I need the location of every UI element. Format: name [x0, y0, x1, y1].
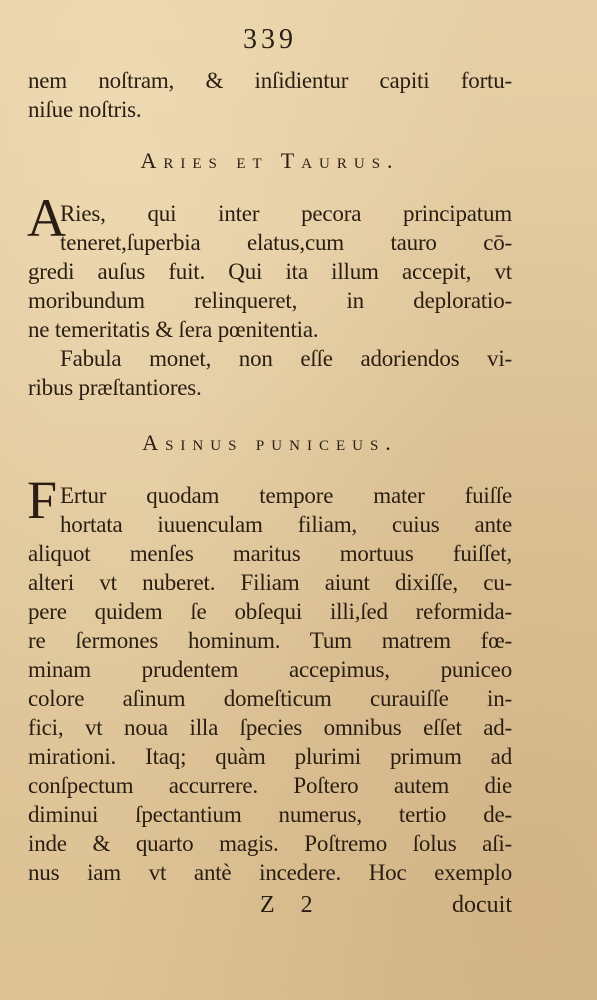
text-line: moribundum relinqueret, in deploratio- — [28, 288, 512, 313]
text-line: nus iam vt antè incedere. Hoc exemplo — [28, 860, 512, 885]
text-line: inde & quarto magis. Poſtremo ſolus aſi- — [28, 831, 512, 856]
continuation-text — [28, 66, 512, 124]
moral-line: Fabula monet, non eſſe adoriendos vi- — [60, 346, 512, 371]
text-line: gredi auſus fuit. Qui ita illum accepit, vt — [28, 259, 512, 284]
text-line: niſue noſtris. — [28, 97, 142, 122]
fable-title-aries-et-taurus: Aries et Taurus. — [140, 148, 400, 173]
text-line: conſpectum accurrere. Poſtero autem die — [28, 773, 512, 798]
text-line: diminui ſpectantium numerus, tertio de- — [28, 802, 512, 827]
fable-asinus-body — [28, 481, 512, 887]
fable-aries-body — [28, 199, 512, 402]
drop-cap-a: A — [27, 188, 66, 248]
text-line: Ries, qui inter pecora principatum — [60, 201, 512, 226]
text-line: pere quidem ſe obſequi illi,ſed reformida- — [28, 599, 512, 624]
text-line: fici, vt noua illa ſpecies omnibus eſſet ad- — [28, 715, 512, 740]
catchword: docuit — [452, 892, 512, 918]
text-line: ne temeritatis & ſera pœnitentia. — [28, 317, 319, 342]
text-line: aliquot menſes maritus mortuus fuiſſet, — [28, 541, 512, 566]
signature-mark: Z 2 — [260, 892, 323, 918]
page-number: 339 — [243, 24, 297, 55]
text-line: nem noſtram, & inſidientur capiti fortu- — [28, 68, 512, 93]
text-line: re ſermones hominum. Tum matrem fœ- — [28, 628, 512, 653]
text-line: alteri vt nuberet. Filiam aiunt dixiſſe, cu- — [28, 570, 512, 595]
text-line: minam prudentem accepimus, puniceo — [28, 657, 512, 682]
fable-title-asinus-puniceus: Asinus puniceus. — [142, 430, 398, 455]
moral-line: ribus præſtantiores. — [28, 375, 202, 400]
text-line: teneret,ſuperbia elatus,cum tauro cō- — [60, 230, 512, 255]
text-line: mirationi. Itaq; quàm plurimi primum ad — [28, 744, 512, 769]
page-footer — [28, 892, 512, 922]
drop-cap-f: F — [27, 470, 58, 530]
text-line: colore aſinum domeſticum curauiſſe in- — [28, 686, 512, 711]
text-line: hortata iuuenculam filiam, cuius ante — [60, 512, 512, 537]
text-line: Ertur quodam tempore mater fuiſſe — [60, 483, 512, 508]
